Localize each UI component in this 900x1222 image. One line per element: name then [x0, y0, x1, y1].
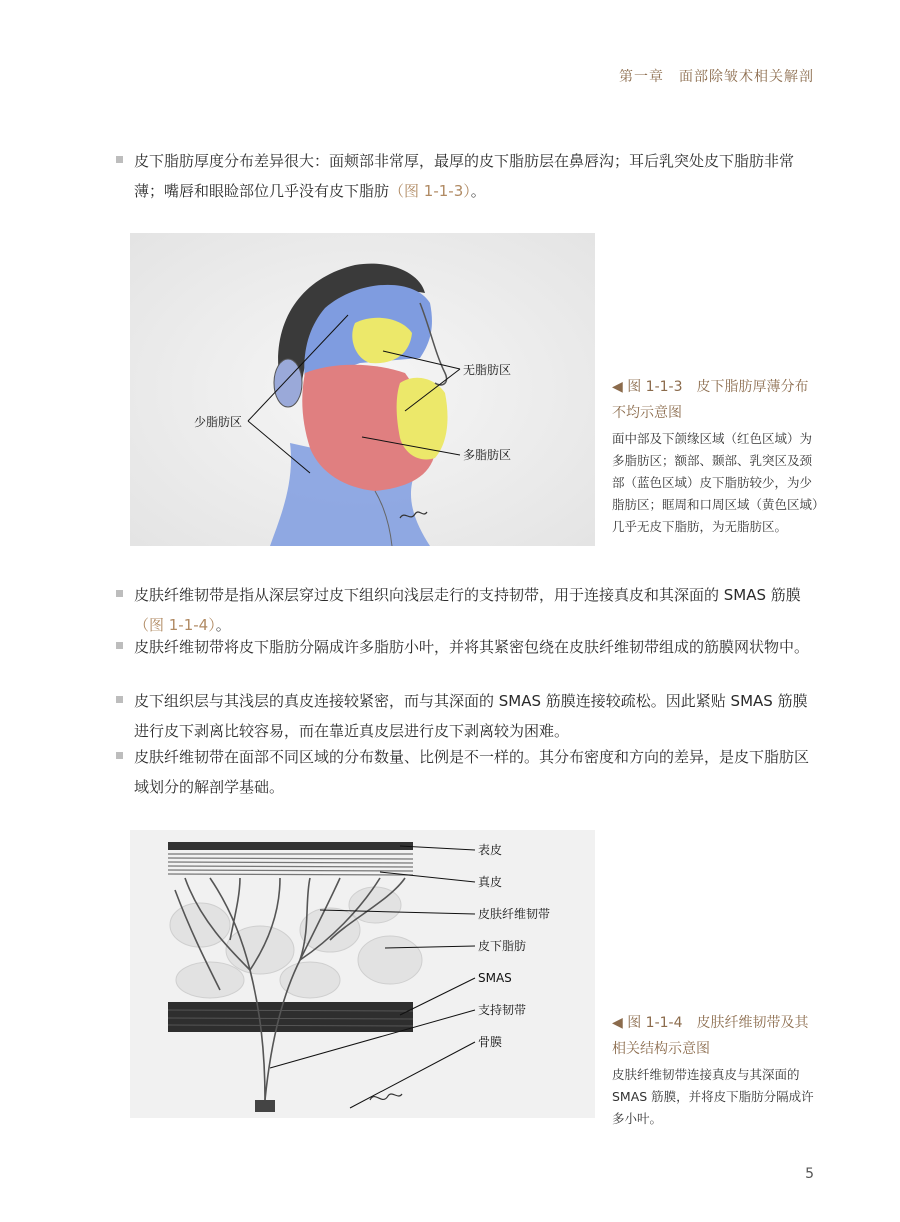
paragraph-fat-distribution: [116, 146, 816, 206]
bullet-text: 皮肤纤维韧带是指从深层穿过皮下组织向浅层走行的支持韧带，用于连接真皮和其深面的 SMAS 筋膜: [134, 586, 801, 604]
bullet-marker: [116, 642, 123, 649]
bullet-item: [116, 632, 816, 662]
caption-title: ◀ 图 1-1-3 皮下脂肪厚薄分布不均示意图: [612, 379, 809, 421]
figure-caption-2: [612, 1010, 822, 1130]
caption-body: 面中部及下颌缘区域（红色区域）为多脂肪区；额部、颞部、乳突区及颈部（蓝色区域）皮下脂肪较少，为少脂肪区；眶周和口周区域（黄色区域）几乎无皮下脂肪，为无脂肪区。: [612, 431, 819, 534]
figure-reference-link[interactable]: （图 1-1-3）: [389, 182, 471, 200]
label-retinacula: 皮肤纤维韧带: [478, 907, 551, 921]
bullet-end: 。: [215, 616, 231, 634]
label-dermis: 真皮: [478, 875, 503, 889]
paragraph-text: 皮下脂肪厚度分布差异很大：面颊部非常厚，最厚的皮下脂肪层在鼻唇沟；耳后乳突处皮下脂肪非常薄；嘴唇和眼睑部位几乎没有皮下脂肪: [134, 152, 795, 200]
bullet-item: [116, 686, 816, 746]
bullet-item: [116, 742, 816, 802]
bullet-marker: [116, 156, 123, 163]
label-less-fat: 少脂肪区: [194, 415, 243, 429]
paragraph-end: 。: [470, 182, 486, 200]
chapter-header: 第一章 面部除皱术相关解剖: [619, 69, 814, 85]
bullet-marker: [116, 590, 123, 597]
bullet-text: 皮下组织层与其浅层的真皮连接较紧密，而与其深面的 SMAS 筋膜连接较疏松。因此紧贴 SMAS 筋膜进行皮下剥离比较容易，而在靠近真皮层进行皮下剥离较为困难。: [134, 692, 808, 740]
label-no-fat: 无脂肪区: [463, 363, 512, 377]
figure-reference-link[interactable]: （图 1-1-4）: [134, 616, 216, 634]
bullet-item: [116, 580, 816, 640]
face-illustration: [130, 233, 595, 546]
layers-illustration: [130, 830, 595, 1118]
bullet-marker: [116, 696, 123, 703]
label-subcutaneous-fat: 皮下脂肪: [478, 939, 527, 953]
caption-title: ◀ 图 1-1-4 皮肤纤维韧带及其相关结构示意图: [612, 1015, 809, 1057]
label-epidermis: 表皮: [478, 843, 503, 857]
perioral-region: [397, 378, 448, 460]
page-number: 5: [805, 1166, 814, 1182]
figure-face-fat-distribution: [130, 233, 595, 546]
periosteum-base: [255, 1100, 275, 1112]
bullet-marker: [116, 752, 123, 759]
label-smas: SMAS: [478, 971, 512, 985]
ear-shape: [274, 359, 302, 407]
label-retaining-ligament: 支持韧带: [478, 1003, 527, 1017]
figure-retinacula-structure: [130, 830, 595, 1118]
label-periosteum: 骨膜: [478, 1035, 503, 1049]
figure-caption-1: [612, 374, 822, 538]
label-more-fat: 多脂肪区: [463, 448, 512, 462]
caption-body: 皮肤纤维韧带连接真皮与其深面的 SMAS 筋膜，并将皮下脂肪分隔成许多小叶。: [612, 1067, 814, 1126]
bullet-text: 皮肤纤维韧带将皮下脂肪分隔成许多脂肪小叶，并将其紧密包绕在皮肤纤维韧带组成的筋膜网状物中。: [134, 638, 810, 656]
smas-layer: [168, 1002, 413, 1032]
epidermis-layer: [168, 842, 413, 850]
bullet-text: 皮肤纤维韧带在面部不同区域的分布数量、比例是不一样的。其分布密度和方向的差异，是皮下脂肪区域划分的解剖学基础。: [134, 748, 810, 796]
